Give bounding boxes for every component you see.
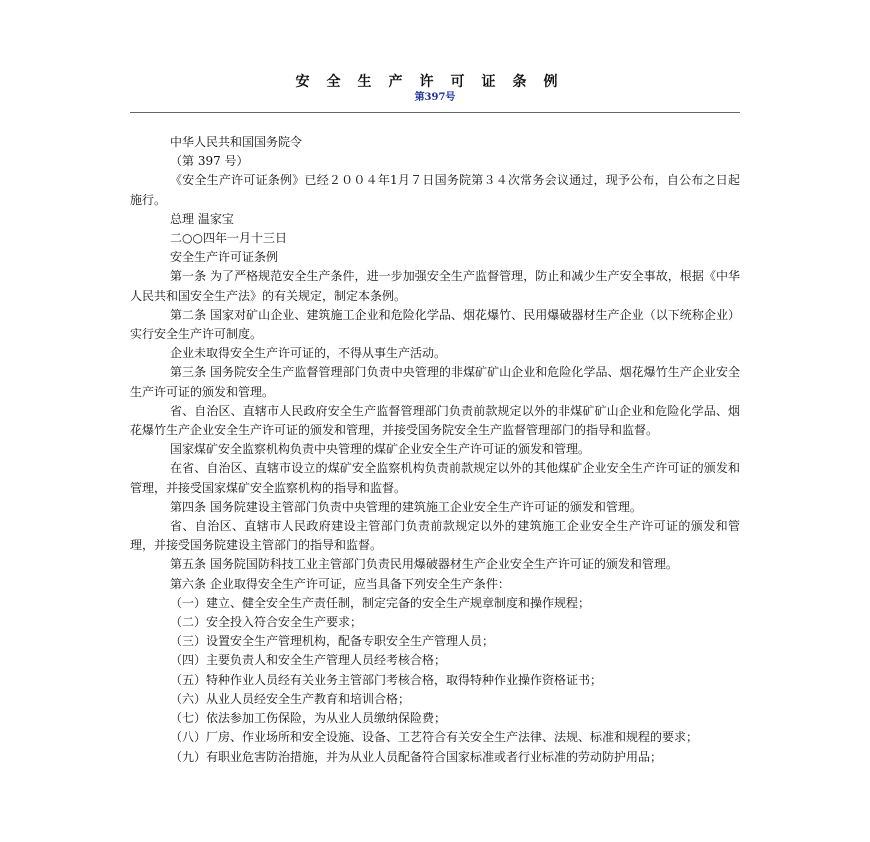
decree-number: （第 397 号）: [170, 154, 249, 169]
article-2-clause: 企业未取得安全生产许可证的，不得从事生产活动。: [170, 346, 447, 361]
article-4-clause: 省、自治区、直辖市人民政府建设主管部门负责前款规定以外的建筑施工企业安全生产许可证的颁发和管理，并接受国务院建设主管部门的指导和监督。: [130, 519, 740, 553]
condition-9: （九）有职业危害防治措施，并为从业人员配备符合国家标准或者行业标准的劳动防护用品；: [170, 749, 663, 764]
condition-3: （三）设置安全生产管理机构，配备专职安全生产管理人员；: [170, 634, 495, 649]
condition-2: （二）安全投入符合安全生产要求；: [170, 615, 363, 630]
condition-1: （一）建立、健全安全生产责任制，制定完备的安全生产规章制度和操作规程；: [170, 595, 591, 610]
decree-date: 二○○四年一月十三日: [170, 231, 287, 246]
document-body: [130, 133, 740, 767]
condition-4: （四）主要负责人和安全生产管理人员经考核合格；: [170, 653, 447, 668]
title-divider: [130, 112, 740, 113]
document-number: 第397号: [414, 92, 456, 103]
signatory: 总理 温家宝: [170, 211, 234, 226]
article-5: 第五条 国务院国防科技工业主管部门负责民用爆破器材生产企业安全生产许可证的颁发和管理。: [170, 557, 678, 572]
article-2: 第二条 国家对矿山企业、建筑施工企业和危险化学品、烟花爆竹、民用爆破器材生产企业（以下统称企业）实行安全生产许可制度。: [130, 307, 740, 342]
article-3-clause-3: 国家煤矿安全监察机构负责中央管理的煤矿企业安全生产许可证的颁发和管理。: [170, 442, 591, 457]
decree-heading: 中华人民共和国国务院令: [170, 135, 303, 149]
article-3-clause-2: 省、自治区、直辖市人民政府安全生产监督管理部门负责前款规定以外的非煤矿矿山企业和危险化学品、烟花爆竹生产企业安全生产许可证的颁发和管理，并接受国务院安全生产监督管理部门的指导和监督。: [130, 403, 740, 438]
condition-7: （七）依法参加工伤保险，为从业人员缴纳保险费；: [170, 711, 447, 726]
promulgation-text: 《安全生产许可证条例》已经２００４年1月７日国务院第３４次常务会议通过，现予公布，自公布之日起施行。: [130, 173, 740, 207]
article-3-clause-4: 在省、自治区、直辖市设立的煤矿安全监察机构负责前款规定以外的其他煤矿企业安全生产许可证的颁发和管理，并接受国家煤矿安全监察机构的指导和监督。: [130, 461, 740, 495]
document-title: 安全生产许可证条例: [295, 74, 575, 90]
article-1: 第一条 为了严格规范安全生产条件，进一步加强安全生产监督管理，防止和减少生产安全事故，根据《中华人民共和国安全生产法》的有关规定，制定本条例。: [130, 269, 740, 303]
regulation-title: 安全生产许可证条例: [170, 250, 279, 265]
article-4: 第四条 国务院建设主管部门负责中央管理的建筑施工企业安全生产许可证的颁发和管理。: [170, 499, 642, 514]
condition-8: （八）厂房、作业场所和安全设施、设备、工艺符合有关安全生产法律、法规、标准和规程的要求；: [170, 730, 699, 745]
article-3: 第三条 国务院安全生产监督管理部门负责中央管理的非煤矿矿山企业和危险化学品、烟花爆竹生产企业安全生产许可证的颁发和管理。: [130, 365, 740, 399]
article-6: 第六条 企业取得安全生产许可证，应当具备下列安全生产条件：: [170, 576, 510, 591]
condition-6: （六）从业人员经安全生产教育和培训合格；: [170, 691, 411, 706]
condition-5: （五）特种作业人员经有关业务主管部门考核合格，取得特种作业操作资格证书；: [170, 672, 603, 687]
